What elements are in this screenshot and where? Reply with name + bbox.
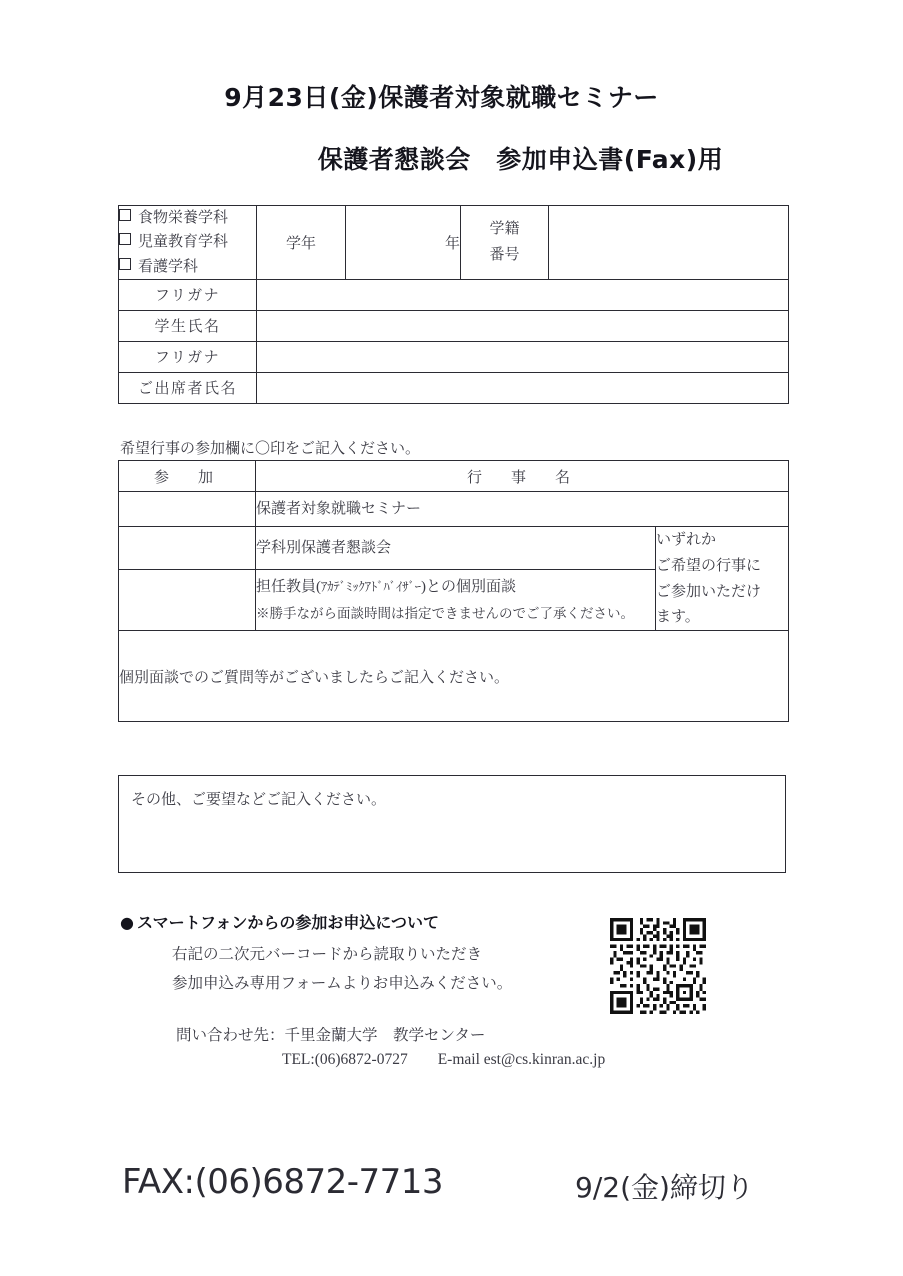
event-name-3-prefix: 担任教員(	[256, 578, 321, 595]
student-id-label-line-1: 学籍	[489, 221, 520, 238]
smartphone-instruction-line-1: 右記の二次元バーコードから読取りいただき	[172, 946, 483, 963]
grade-unit-label: 年	[444, 235, 460, 252]
smartphone-heading-label: スマートフォンからの参加お申込について	[136, 913, 440, 932]
side-note-line-3: ご参加いただけ	[656, 581, 762, 600]
department-label: 児童教育学科	[138, 234, 229, 251]
bullet-icon: ●	[120, 913, 134, 932]
department-label: 食物栄養学科	[138, 210, 229, 226]
other-requests-prompt: その他、ご要望などご記入ください。	[131, 792, 387, 808]
department-option-2[interactable]	[119, 230, 256, 254]
event-name-3	[256, 570, 656, 631]
attendee-name-input[interactable]	[257, 372, 789, 403]
department-option-3[interactable]	[119, 255, 256, 279]
table-header-row	[119, 461, 789, 492]
checkbox-icon[interactable]	[119, 233, 131, 245]
event-name-2: 学科別保護者懇談会	[256, 527, 656, 570]
furigana-input-1[interactable]	[257, 279, 789, 310]
furigana-label-2: フリガナ	[119, 341, 257, 372]
document-title	[0, 78, 903, 176]
contact-tel: TEL:(06)6872-0727	[282, 1051, 408, 1068]
student-name-input[interactable]	[257, 310, 789, 341]
event-name-3-subnote: ※勝手ながら面談時間は指定できませんのでご了承ください。	[256, 606, 634, 622]
question-prompt: 個別面談でのご質問等がございましたらご記入ください。	[119, 669, 510, 686]
student-info-table	[118, 205, 789, 404]
participation-input-3[interactable]	[119, 570, 256, 631]
department-checkbox-cell[interactable]	[119, 206, 257, 280]
grade-input-cell[interactable]	[346, 206, 461, 280]
contact-tel-email-line	[282, 1051, 605, 1069]
table-row	[119, 341, 789, 372]
checkbox-icon[interactable]	[119, 258, 131, 270]
event-name-1: 保護者対象就職セミナー	[256, 492, 789, 527]
column-header-participation: 参 加	[119, 461, 256, 492]
student-name-label: 学生氏名	[119, 310, 257, 341]
student-id-label-cell	[461, 206, 549, 280]
contact-email: E-mail est@cs.kinran.ac.jp	[437, 1051, 606, 1068]
furigana-input-2[interactable]	[257, 341, 789, 372]
instruction-text: 希望行事の参加欄に〇印をご記入ください。	[120, 441, 421, 457]
table-row	[119, 527, 789, 570]
side-note-line-1: いずれか	[656, 530, 717, 548]
smartphone-instruction-line-2: 参加申込み専用フォームよりお申込みください。	[172, 975, 513, 992]
attendee-name-label: ご出席者氏名	[119, 372, 257, 403]
event-selection-table	[118, 460, 789, 722]
side-note-cell	[656, 527, 789, 631]
table-row	[119, 206, 789, 280]
other-requests-box[interactable]	[118, 775, 786, 873]
department-option-1[interactable]	[119, 206, 256, 230]
question-free-text-cell[interactable]	[119, 631, 789, 722]
table-row	[119, 310, 789, 341]
table-row	[119, 492, 789, 527]
department-label: 看護学科	[138, 258, 199, 275]
checkbox-icon[interactable]	[119, 209, 131, 221]
qr-code-icon	[610, 918, 706, 1014]
smartphone-section-heading	[120, 910, 439, 933]
side-note-line-2: ご希望の行事に	[656, 555, 762, 574]
side-note-line-4: ます。	[656, 607, 700, 626]
title-line-1: 9月23日(金)保護者対象就職セミナー	[224, 83, 659, 112]
event-name-3-suffix: )との個別面談	[421, 578, 517, 595]
participation-input-2[interactable]	[119, 527, 256, 570]
deadline-label: 9/2(金)締切り	[575, 1171, 754, 1204]
column-header-event-name: 行 事 名	[256, 461, 789, 492]
participation-input-1[interactable]	[119, 492, 256, 527]
table-row	[119, 372, 789, 403]
contact-line: 問い合わせ先：千里金蘭大学 教学センター	[176, 1027, 486, 1044]
student-id-input-cell[interactable]	[549, 206, 789, 280]
fax-number: FAX:(06)6872-7713	[122, 1162, 444, 1202]
table-row	[119, 631, 789, 722]
title-line-2: 保護者懇談会 参加申込書(Fax)用	[317, 145, 724, 174]
furigana-label-1: フリガナ	[119, 279, 257, 310]
event-name-3-katakana: ｱｶﾃﾞﾐｯｸｱﾄﾞﾊﾞｲｻﾞｰ	[321, 579, 422, 594]
student-id-label-line-2: 番号	[489, 247, 520, 264]
grade-label-cell: 学年	[257, 206, 346, 280]
table-row	[119, 279, 789, 310]
